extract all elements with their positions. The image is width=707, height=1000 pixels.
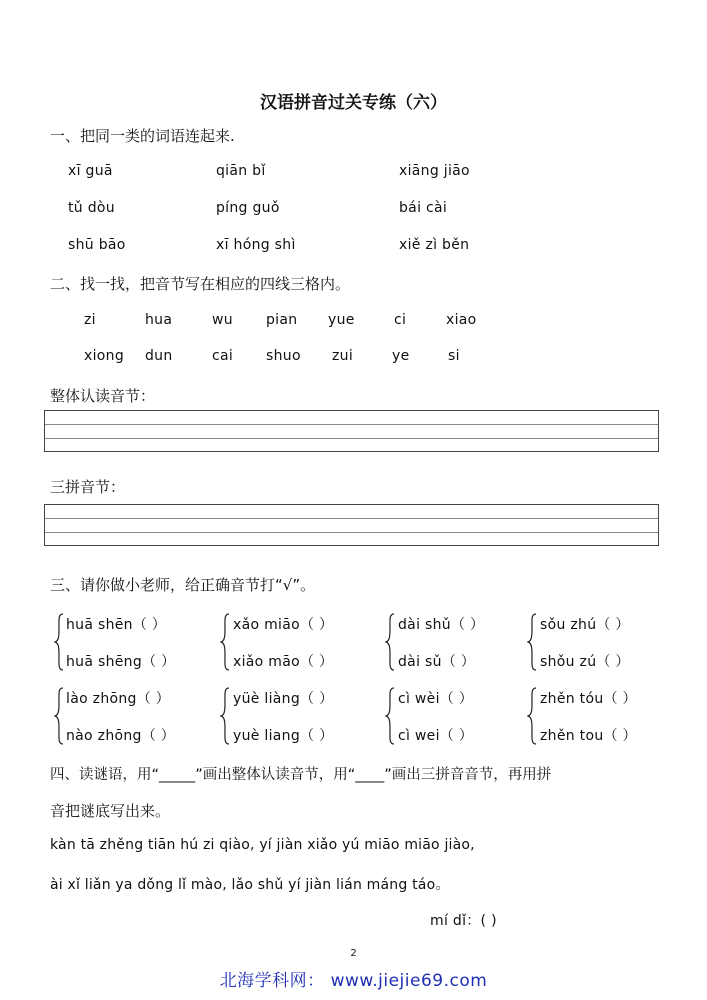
choice-option[interactable]: nào zhōng（ ） — [66, 728, 176, 744]
brace-icon — [527, 612, 537, 672]
four-line-grid-three[interactable] — [44, 504, 659, 546]
grid-line — [45, 532, 658, 533]
section1-heading: 一、把同一类的词语连起来. — [50, 127, 235, 145]
choice-option[interactable]: dài shǔ（ ） — [398, 617, 485, 633]
syllable: si — [448, 348, 460, 364]
pinyin-word: píng guǒ — [216, 200, 280, 216]
choice-option[interactable]: zhěn tou（ ） — [540, 728, 637, 744]
footer-watermark[interactable]: 北海学科网： www.jiejie69.com — [219, 971, 488, 991]
choice-option[interactable]: xǎo miāo（ ） — [233, 617, 334, 633]
grid-line — [45, 424, 658, 425]
choice-option[interactable]: huā shēn（ ） — [66, 617, 167, 633]
pinyin-word: xī guā — [68, 163, 113, 179]
four-line-grid-whole[interactable] — [44, 410, 659, 452]
section2-heading: 二、找一找，把音节写在相应的四线三格内。 — [50, 275, 351, 293]
syllable: xiong — [84, 348, 124, 364]
section4-heading-line1: 四、读谜语，用“_____”画出整体认读音节，用“____”画出三拼音音节，再用拼 — [50, 767, 552, 783]
pinyin-word: xī hóng shì — [216, 237, 296, 253]
grid-line — [45, 518, 658, 519]
pinyin-word: qiān bǐ — [216, 163, 266, 179]
syllable: dun — [145, 348, 173, 364]
choice-option[interactable]: huā shēng（ ） — [66, 654, 176, 670]
syllable: ci — [394, 312, 407, 328]
pinyin-word: tǔ dòu — [68, 200, 115, 216]
choice-option[interactable]: zhěn tóu（ ） — [540, 691, 637, 707]
brace-icon — [220, 612, 230, 672]
choice-option[interactable]: xiǎo māo（ ） — [233, 654, 334, 670]
answer-blank[interactable]: mí dǐ：( ) — [430, 913, 497, 929]
label-whole-syllables: 整体认读音节： — [50, 387, 156, 405]
grid-line — [45, 438, 658, 439]
pinyin-word: shū bāo — [68, 237, 126, 253]
pinyin-word: xiāng jiāo — [399, 163, 470, 179]
syllable: hua — [145, 312, 173, 328]
choice-option[interactable]: sǒu zhú（ ） — [540, 617, 630, 633]
label-three-part-syllables: 三拼音节： — [50, 478, 126, 496]
riddle-line: kàn tā zhěng tiān hú zi qiào, yí jiàn xiǎo yú miāo miāo jiào, — [50, 837, 475, 853]
choice-option[interactable]: cì wèi（ ） — [398, 691, 474, 707]
syllable: cai — [212, 348, 234, 364]
brace-icon — [54, 686, 64, 746]
brace-icon — [220, 686, 230, 746]
pinyin-word: bái cài — [399, 200, 448, 216]
riddle-line: ài xǐ liǎn ya dǒng lǐ mào, lǎo shǔ yí jiàn lián máng táo。 — [50, 877, 450, 893]
syllable: ye — [392, 348, 410, 364]
brace-icon — [385, 612, 395, 672]
choice-option[interactable]: lào zhōng（ ） — [66, 691, 171, 707]
section4-heading-line2: 音把谜底写出来。 — [50, 802, 171, 820]
choice-option[interactable]: yüè liàng（ ） — [233, 691, 334, 707]
brace-icon — [385, 686, 395, 746]
syllable: yue — [328, 312, 355, 328]
page-title: 汉语拼音过关专练（六） — [260, 93, 447, 113]
page-number: 2 — [350, 948, 357, 959]
syllable: wu — [212, 312, 233, 328]
choice-option[interactable]: shǒu zú（ ） — [540, 654, 630, 670]
syllable: pian — [266, 312, 298, 328]
choice-option[interactable]: cì wei（ ） — [398, 728, 474, 744]
syllable: shuo — [266, 348, 301, 364]
section3-heading: 三、请你做小老师，给正确音节打“√”。 — [50, 576, 316, 594]
brace-icon — [54, 612, 64, 672]
syllable: zi — [84, 312, 96, 328]
syllable: xiao — [446, 312, 477, 328]
pinyin-word: xiě zì běn — [399, 237, 470, 253]
syllable: zui — [332, 348, 354, 364]
choice-option[interactable]: yuè liang（ ） — [233, 728, 334, 744]
choice-option[interactable]: dài sǔ（ ） — [398, 654, 476, 670]
brace-icon — [527, 686, 537, 746]
